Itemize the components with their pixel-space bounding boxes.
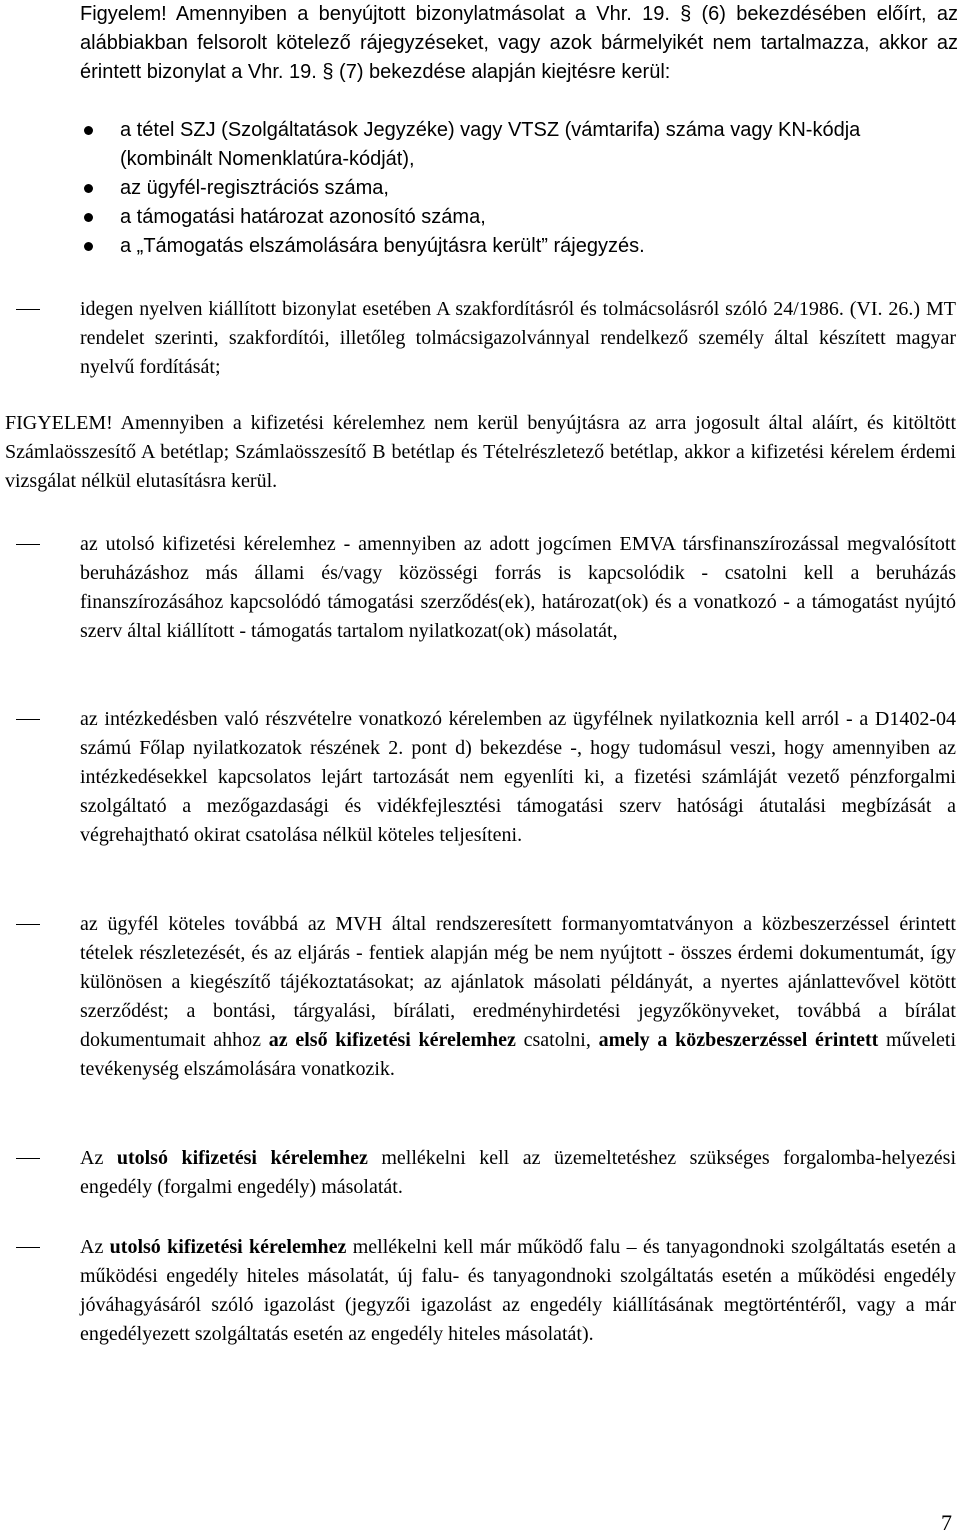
village-service-item: Az utolsó kifizetési kérelemhez mellékelni kell már működő falu – és tanyagondnoki szolgáltatás esetén a működési engedély hiteles másolatát, új falu- és tanyagondnoki szolgáltatás esetén a működési engedély jóváhagyásáról szóló igazolást (jegyzői igazolást az engedély kiállításának megtörténtéről, vagy a már engedélyezett szolgáltatás esetén az engedély hiteles másolatát). xyxy=(80,1233,956,1349)
bullet-icon xyxy=(84,126,93,135)
list-item: a támogatási határozat azonosító száma, xyxy=(80,203,958,232)
warning-intro-text: Figyelem! Amennyiben a benyújtott bizonylatmásolat a Vhr. 19. § (6) bekezdésében előírt, az alábbiakban felsorolt kötelező rájegyzéseket, vagy azok bármelyikét nem tartalmazza, akkor az érintett bizonylat a Vhr. 19. § (7) bekezdése alapján kiejtésre kerül: xyxy=(80,3,958,83)
last-request-item: az utolsó kifizetési kérelemhez - amennyiben az adott jogcímen EMVA társfinanszírozással megvalósított beruházáshoz más állami és/vagy közösségi forrás is kapcsolódik - csatolni kell a beruházás finanszírozásához kapcsolódó támogatási szerződés(ek), határozat(ok) és a vonatkozó - a támogatást nyújtó szerv által kiállított - támogatás tartalom nyilatkozat(ok) másolatát, xyxy=(80,530,956,646)
bullet-icon xyxy=(84,184,93,193)
figyelem-label: FIGYELEM! xyxy=(5,412,113,434)
foreign-document-item: idegen nyelven kiállított bizonylat esetében A szakfordításról és tolmácsolásról szóló 24/1986. (VI. 26.) MT rendelet szerinti, szakfordítói, illetőleg tolmácsigazolvánnyal rendelkező személy által készített magyar nyelvű fordítását; xyxy=(80,295,956,382)
required-annotations-list xyxy=(80,116,958,261)
list-item: a tétel SZJ (Szolgáltatások Jegyzéke) vagy VTSZ (vámtarifa) száma vagy KN-kódja (kombinált Nomenklatúra-kódját), xyxy=(80,116,958,174)
bullet-icon xyxy=(84,242,93,251)
dash-icon xyxy=(16,1158,40,1159)
list-item: a „Támogatás elszámolására benyújtásra került” rájegyzés. xyxy=(80,232,958,261)
license-item: Az utolsó kifizetési kérelemhez mellékelni kell az üzemeltetéshez szükséges forgalomba-helyezési engedély (forgalmi engedély) másolatát. xyxy=(80,1144,956,1202)
bullet-icon xyxy=(84,213,93,222)
figyelem-text: Amennyiben a kifizetési kérelemhez nem kerül benyújtásra az arra jogosult által aláírt, és kitöltött Számlaösszesítő A betétlap; Számlaösszesítő B betétlap és Tételrészletező betétlap, akkor a kifizetési kérelem érdemi vizsgálat nélkül elutasításra kerül. xyxy=(5,412,956,492)
dash-icon xyxy=(16,1247,40,1248)
figyelem-notice xyxy=(5,409,956,496)
dash-icon xyxy=(16,924,40,925)
procurement-item: az ügyfél köteles továbbá az MVH által rendszeresített formanyomtatványon a közbeszerzéssel érintett tételek részletezését, és az eljárás - fentiek alapján még be nem nyújtott - összes érdemi dokumentumát, így különösen a kiegészítő tájékoztatásokat; az ajánlatok másolati példányát, a nyertes ajánlattevővel kötött szerződést; a bontási, tárgyalási, bírálati, eredményhirdetési jegyzőkönyveket, továbbá a bírálat dokumentumait ahhoz az első kifizetési kérelemhez csatolni, amely a közbeszerzéssel érintett műveleti tevékenység elszámolására vonatkozik. xyxy=(80,910,956,1084)
participation-item: az intézkedésben való részvételre vonatkozó kérelemben az ügyfélnek nyilatkoznia kell arról - a D1402-04 számú Főlap nyilatkozatok részének 2. pont d) bekezdése -, hogy tudomásul veszi, hogy amennyiben az intézkedésekkel kapcsolatos lejárt tartozását nem egyenlíti ki, a fizetési számláját vezető pénzforgalmi szolgáltató a mezőgazdasági és vidékfejlesztési támogatási szerv hatósági átutalási megbízását a végrehajtható okirat csatolása nélkül köteles teljesíteni. xyxy=(80,705,956,850)
list-item: az ügyfél-regisztrációs száma, xyxy=(80,174,958,203)
warning-intro xyxy=(80,0,958,87)
dash-icon xyxy=(16,544,40,545)
dash-icon xyxy=(16,719,40,720)
page-number: 7 xyxy=(941,1510,952,1535)
dash-icon xyxy=(16,309,40,310)
